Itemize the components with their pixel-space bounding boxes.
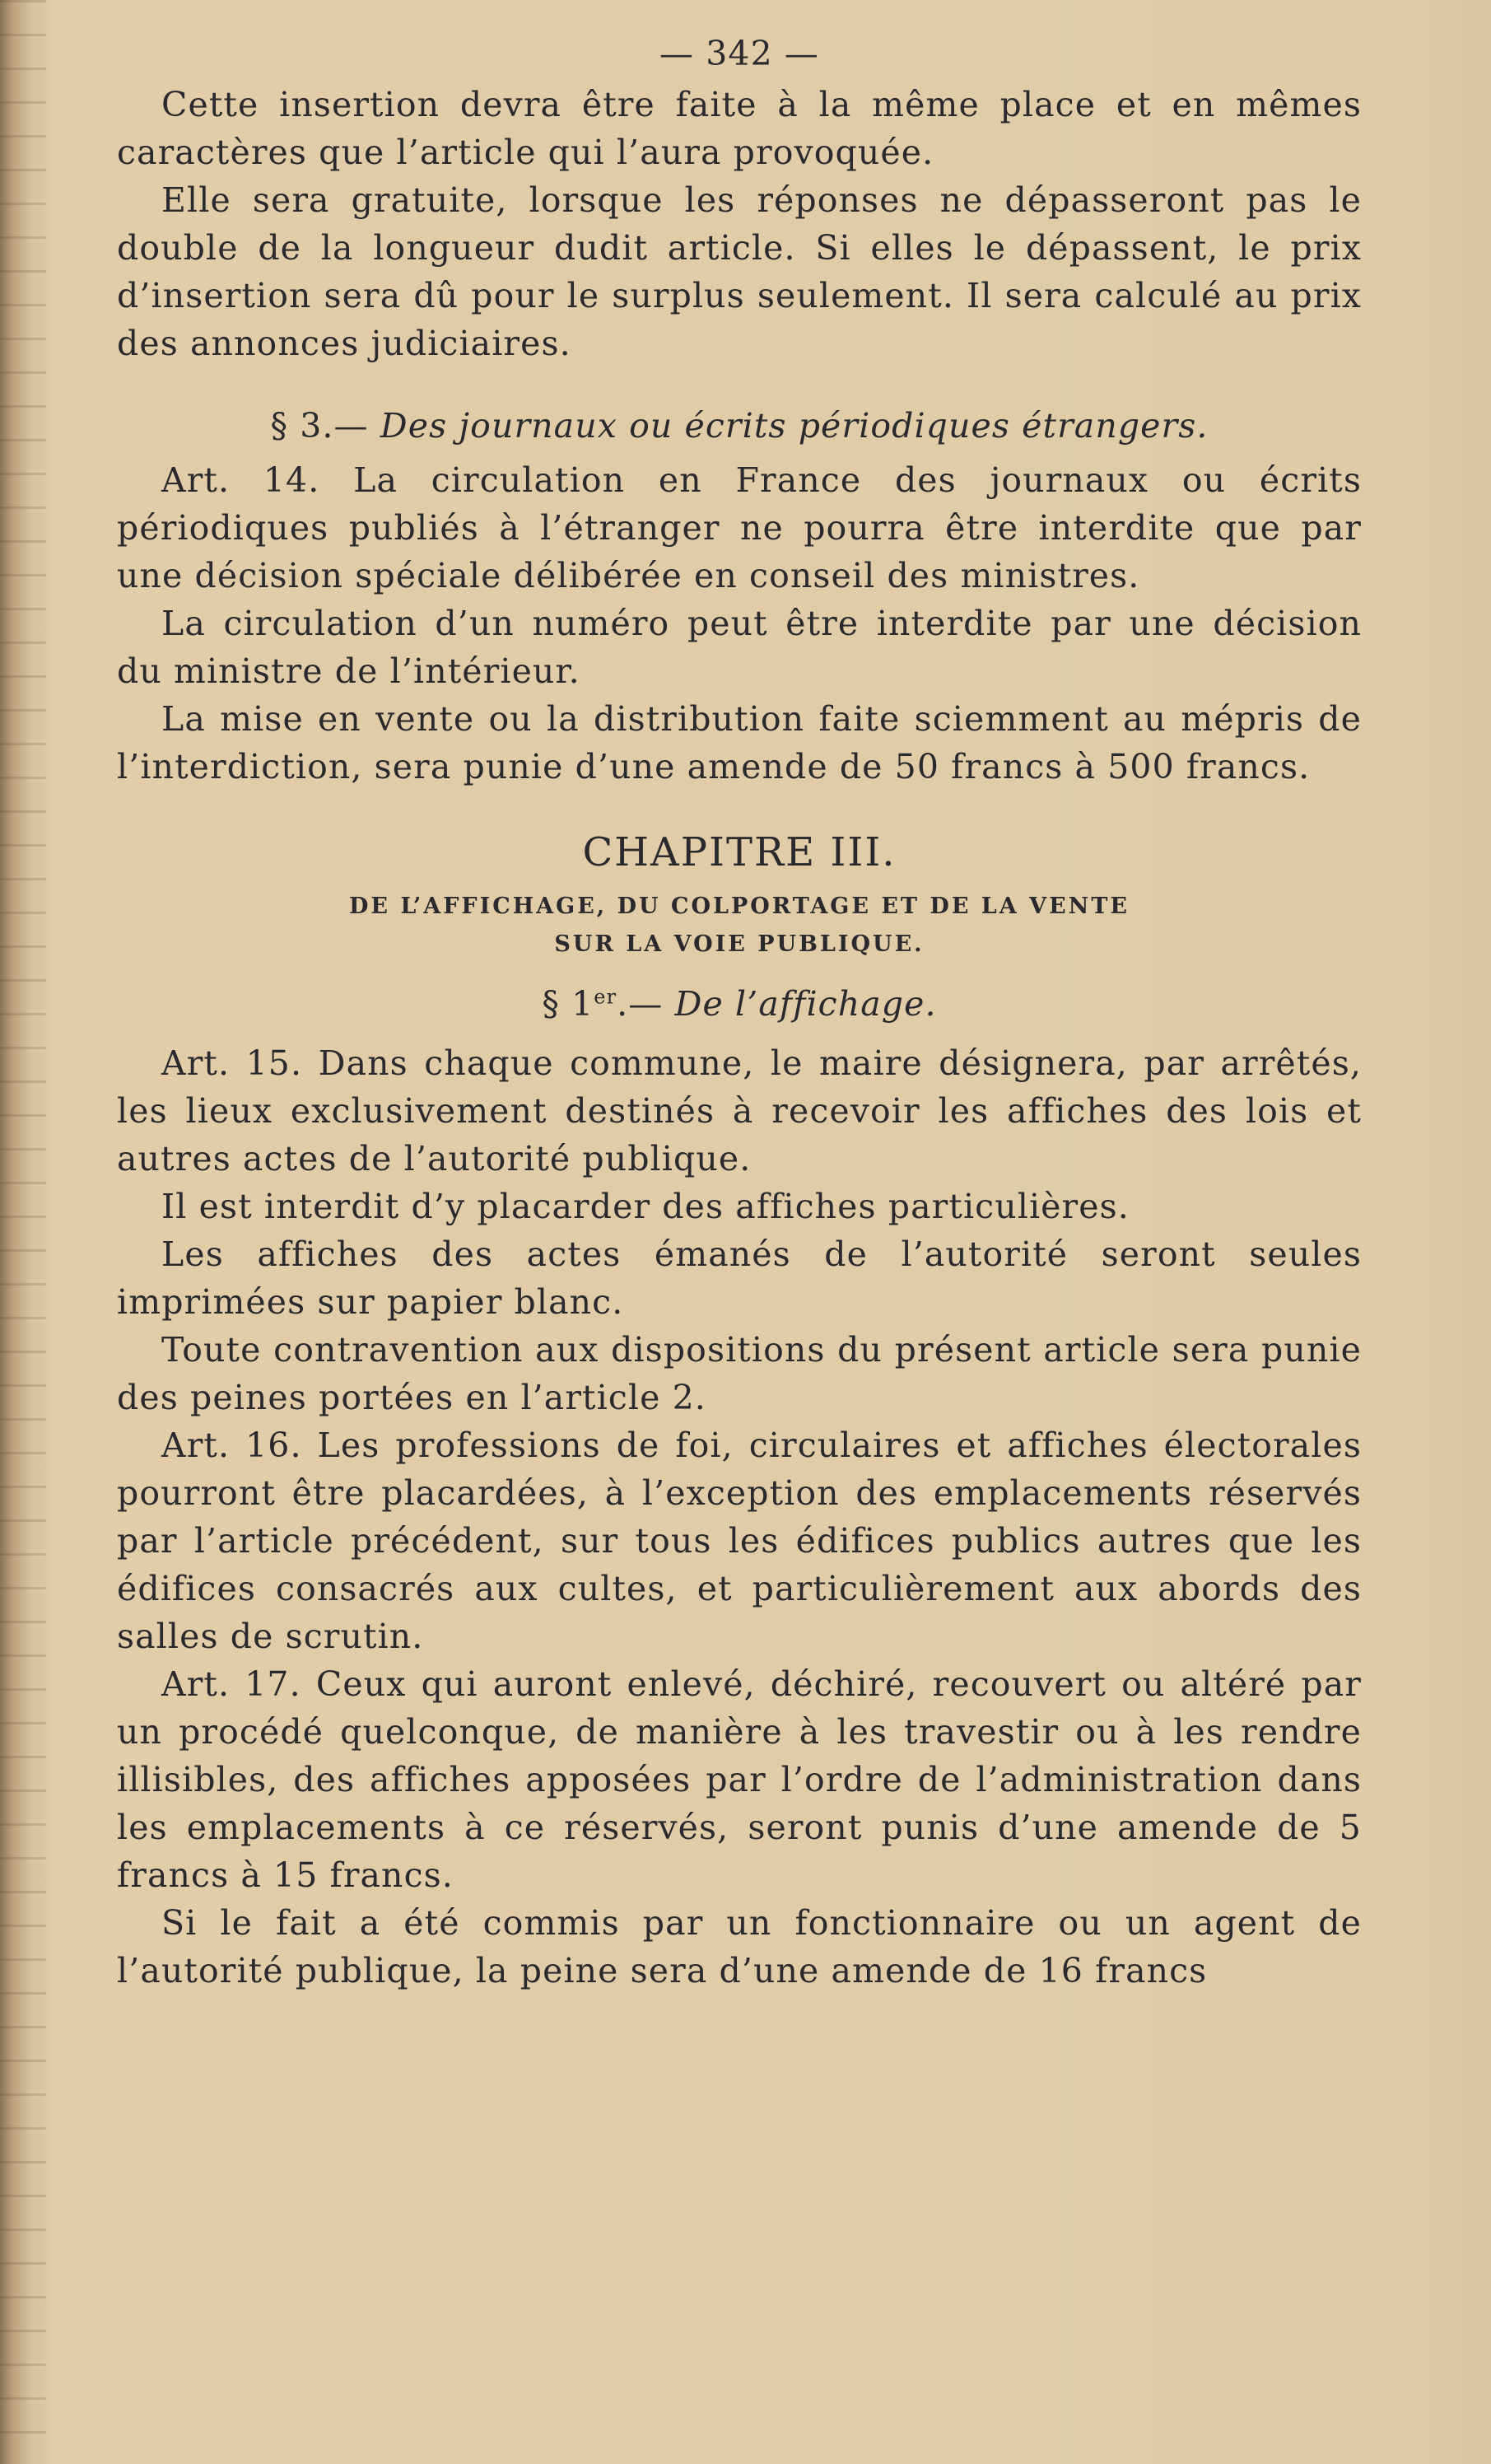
paragraph: Si le fait a été commis par un fonctionnaire ou un agent de l’autorité publique, la peine sera d’une amende de 16 francs	[117, 1903, 1362, 1990]
paragraph: Les affiches des actes émanés de l’autorité seront seules imprimées sur papier blanc.	[117, 1234, 1362, 1322]
section-number: § 3.—	[270, 406, 369, 446]
paragraph: La mise en vente ou la distribution faite sciemment au mépris de l’interdiction, sera punie d’une amende de 50 francs à 500 francs.	[117, 699, 1362, 786]
article-17: Art. 17. Ceux qui auront enlevé, déchiré, recouvert ou altéré par un procédé quelconque, de manière à les travestir ou à les rendre illisibles, des affiches apposées par l’ordre de l’administration dans les emplacements à ce réservés, seront punis d’une amende de 5 francs à 15 francs.	[117, 1664, 1362, 1895]
paragraph: Il est interdit d’y placarder des affiches particulières.	[161, 1187, 1130, 1226]
page-content	[117, 30, 1362, 1995]
section-dash: .—	[617, 984, 664, 1024]
paragraph: Toute contravention aux dispositions du présent article sera punie des peines portées en l’article 2.	[117, 1330, 1362, 1417]
paragraph: Cette insertion devra être faite à la même place et en mêmes caractères que l’article qui l’aura provoquée.	[117, 85, 1362, 172]
chapter-subtitle-line-2: SUR LA VOIE PUBLIQUE.	[554, 931, 925, 957]
book-spine-edge	[0, 0, 46, 2464]
paragraph: La circulation d’un numéro peut être interdite par une décision du ministre de l’intérieur.	[117, 604, 1362, 691]
page-number: — 342 —	[659, 34, 820, 73]
section-superscript: er	[594, 985, 617, 1009]
article-15: Art. 15. Dans chaque commune, le maire désignera, par arrêtés, les lieux exclusivement destinés à recevoir les affiches des lois et autres actes de l’autorité publique.	[117, 1043, 1362, 1178]
section-title: De l’affichage.	[674, 984, 937, 1024]
section-heading-1	[117, 980, 1362, 1028]
chapter-title: CHAPITRE III.	[582, 829, 897, 875]
section-mark: § 1	[542, 984, 594, 1024]
chapter-subtitle-line-1: DE L’AFFICHAGE, DU COLPORTAGE ET DE LA VENTE	[348, 894, 1130, 919]
section-title: Des journaux ou écrits périodiques étrangers.	[380, 406, 1209, 446]
article-16: Art. 16. Les professions de foi, circulaires et affiches électorales pourront être placardées, à l’exception des emplacements réservés par l’article précédent, sur tous les édifices publics autres que les édifices consacrés aux cultes, et particulièrement aux abords des salles de scrutin.	[117, 1426, 1362, 1656]
section-heading-3	[117, 402, 1362, 450]
article-14: Art. 14. La circulation en France des journaux ou écrits périodiques publiés à l’étranger ne pourra être interdite que par une décision spéciale délibérée en conseil des ministres.	[117, 460, 1362, 595]
paragraph: Elle sera gratuite, lorsque les réponses ne dépasseront pas le double de la longueur dudit article. Si elles le dépassent, le prix d’insertion sera dû pour le surplus seulement. Il sera calculé au prix des annonces judiciaires.	[117, 180, 1362, 363]
